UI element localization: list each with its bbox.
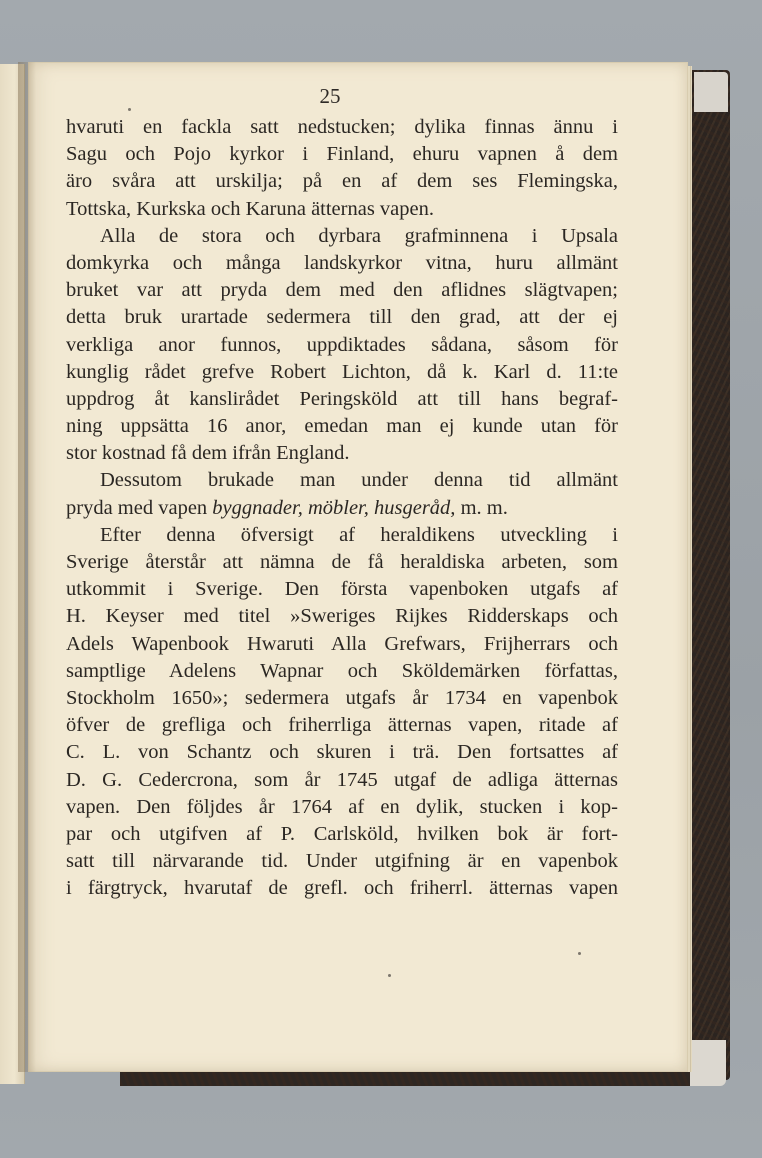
text-line: Adels Wapenbook Hwaruti Alla Grefwars, Frijherrars och <box>66 632 618 655</box>
text-line: Stockholm 1650»; sedermera utgafs år 1734 en vapenbok <box>66 686 618 709</box>
text-line: satt till närvarande tid. Under utgifning är en vapenbok <box>66 850 618 873</box>
text-line: uppdrog åt kanslirådet Peringsköld att till hans begraf- <box>66 387 618 410</box>
text-line: Efter denna öfversigt af heraldikens utveckling i <box>100 523 618 546</box>
text-line: D. G. Cedercrona, som år 1745 utgaf de adliga ätternas <box>66 768 618 791</box>
cover-corner-bottom <box>690 1040 726 1086</box>
page-number: 25 <box>319 84 341 108</box>
text-line: i färgtryck, hvarutaf de grefl. och friherrl. ätternas vapen <box>66 877 618 900</box>
text-line: C. L. von Schantz och skuren i trä. Den fortsattes af <box>66 741 618 764</box>
text-run: m. m. <box>455 496 508 519</box>
paper-speck <box>578 952 581 955</box>
text-run: pryda med vapen <box>66 496 213 519</box>
text-line: ning uppsätta 16 anor, emedan man ej kunde utan för <box>66 415 618 438</box>
text-line: hvaruti en fackla satt nedstucken; dylika finnas ännu i <box>66 116 618 138</box>
text-line: bruket var att pryda dem med den aflidnes slägtvapen; <box>66 279 618 302</box>
paper-speck <box>388 974 391 977</box>
text-line: Sverige återstår att nämna de få heraldiska arbeten, som <box>66 551 618 573</box>
text-line: verkliga anor funnos, uppdiktades sådana, såsom för <box>66 333 618 356</box>
paper-speck <box>128 108 131 111</box>
text-line: kunglig rådet grefve Robert Lichton, då k. Karl d. 11:te <box>66 360 618 383</box>
text-line: äro svåra att urskilja; på en af dem ses Flemingska, <box>66 170 618 193</box>
text-line: detta bruk urartade sedermera till den grad, att der ej <box>66 306 618 329</box>
text-line: stor kostnad få dem ifrån England. <box>66 442 350 465</box>
text-line: Tottska, Kurkska och Karuna ätternas vapen. <box>66 197 435 220</box>
text-line: vapen. Den följdes år 1764 af en dylik, stucken i kop- <box>66 795 618 818</box>
body-text <box>66 114 618 902</box>
gutter-shadow <box>18 62 36 1072</box>
text-line: H. Keyser med titel »Sweriges Rijkes Ridderskaps och <box>66 605 618 628</box>
text-line <box>66 495 618 522</box>
text-line: Dessutom brukade man under denna tid allmänt <box>100 469 618 492</box>
text-line: utkommit i Sverige. Den första vapenboken utgafs af <box>66 578 618 601</box>
text-line: Sagu och Pojo kyrkor i Finland, ehuru vapnen å dem <box>66 143 618 166</box>
cover-corner-top <box>694 72 728 112</box>
text-line: domkyrka och många landskyrkor vitna, huru allmänt <box>66 251 618 274</box>
text-line: Alla de stora och dyrbara grafminnena i Upsala <box>100 224 618 247</box>
text-line: öfver de grefliga och friherrliga ätternas vapen, ritade af <box>66 714 618 737</box>
text-line: samptlige Adelens Wapnar och Sköldemärken författas, <box>66 659 618 682</box>
text-line: par och utgifven af P. Carlsköld, hvilken bok är fort- <box>66 822 618 845</box>
italic-text-run: byggnader, möbler, husgeråd, <box>212 496 456 519</box>
